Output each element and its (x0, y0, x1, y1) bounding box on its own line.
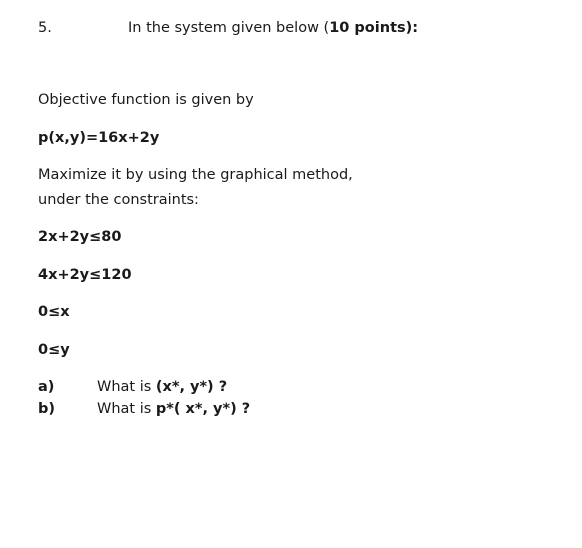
subquestion-b-text (97, 400, 250, 418)
constraint-3: 0≤x (38, 304, 70, 320)
subquestion-a-bold: (x*, y*) ? (155, 379, 228, 395)
intro-prefix: In the system given below ( (128, 20, 330, 36)
constraint-1: 2x+2y≤80 (38, 229, 122, 245)
subquestion-b-prefix: What is (97, 401, 156, 417)
instruction-line-1: Maximize it by using the graphical method, (38, 167, 353, 183)
constraint-4: 0≤y (38, 342, 70, 358)
question-intro (128, 19, 418, 37)
subquestion-b-bold: p*( x*, y*) ? (155, 401, 251, 417)
objective-label: Objective function is given by (38, 92, 254, 108)
subquestion-a-text (97, 378, 227, 396)
question-number: 5. (38, 20, 52, 36)
subquestion-b-label: b) (38, 401, 56, 417)
subquestion-a-label: a) (38, 379, 55, 395)
objective-function: p(x,y)=16x+2y (38, 130, 160, 146)
intro-points: 10 points (329, 20, 406, 36)
intro-suffix: ): (405, 20, 419, 36)
constraint-2: 4x+2y≤120 (38, 267, 132, 283)
subquestion-a-prefix: What is (97, 379, 156, 395)
instruction-line-2: under the constraints: (38, 192, 199, 208)
